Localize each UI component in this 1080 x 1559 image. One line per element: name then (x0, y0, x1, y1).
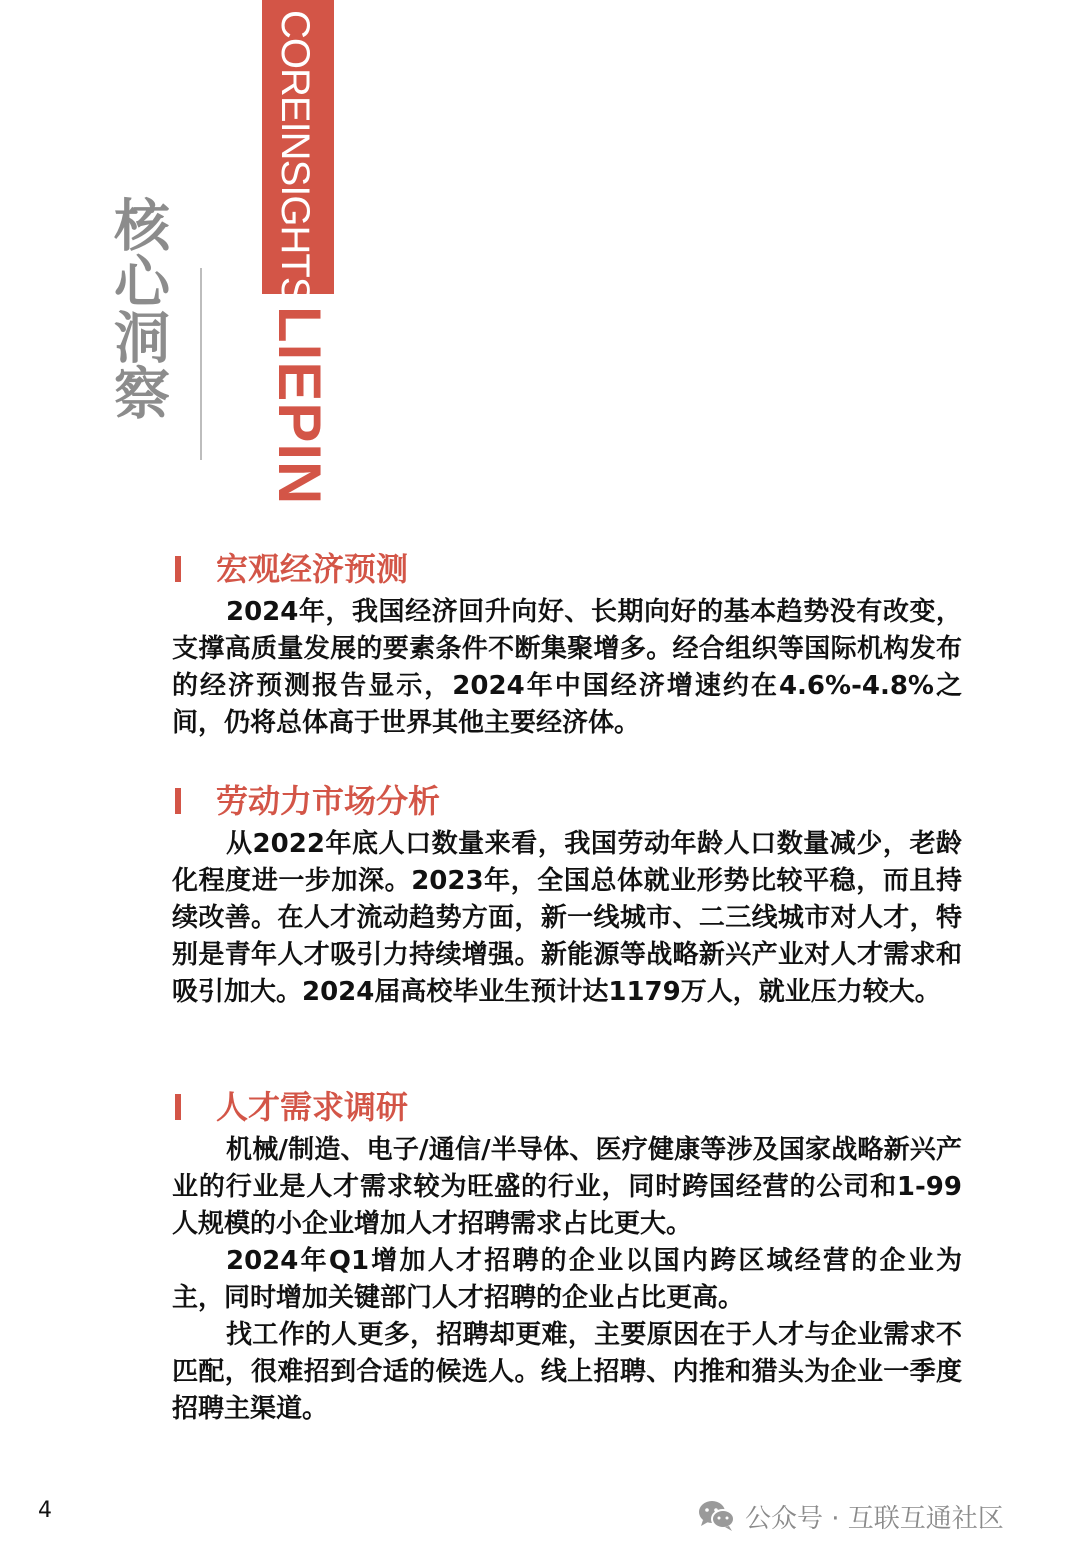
section-paragraph: 找工作的人更多，招聘却更难，主要原因在于人才与企业需求不匹配，很难招到合适的候选人。线上招聘、内推和猎头为企业一季度招聘主渠道。 (172, 1320, 962, 1424)
section-heading (172, 548, 962, 594)
heading-bar-icon (175, 788, 181, 814)
vertical-title: 核心洞察 (105, 196, 170, 420)
section-talent-demand (172, 1086, 962, 1428)
page-number: 4 (38, 1498, 52, 1523)
section-title: 劳动力市场分析 (216, 782, 441, 820)
divider-line (200, 268, 202, 460)
band-text: COREINSIGHTS (273, 10, 317, 303)
section-paragraph: 2024年Q1增加人才招聘的企业以国内跨区域经营的企业为主，同时增加关键部门人才招聘的企业占比更高。 (172, 1246, 962, 1313)
section-macro-economy (172, 548, 962, 742)
section-paragraph: 从2022年底人口数量来看，我国劳动年龄人口数量减少，老龄化程度进一步加深。2023年，全国总体就业形势比较平稳，而且持续改善。在人才流动趋势方面，新一线城市、二三线城市对人才，特别是青年人才吸引力持续增强。新能源等战略新兴产业对人才需求和吸引加大。2024届高校毕业生预计达1179万人，就业压力较大。 (172, 829, 962, 1007)
heading-bar-icon (175, 556, 181, 582)
brand-logo: LIEPIN (266, 306, 333, 506)
section-title: 人才需求调研 (216, 1088, 409, 1126)
wechat-icon (697, 1499, 737, 1533)
source-text: 公众号 · 互联互通社区 (745, 1503, 1004, 1534)
section-paragraph: 2024年，我国经济回升向好、长期向好的基本趋势没有改变，支撑高质量发展的要素条件不断集聚增多。经合组织等国际机构发布的经济预测报告显示，2024年中国经济增速约在4.6%-4.8%之间，仍将总体高于世界其他主要经济体。 (172, 597, 962, 738)
source-watermark (697, 1496, 1004, 1536)
section-heading (172, 1086, 962, 1132)
section-title: 宏观经济预测 (216, 550, 409, 588)
section-labor-market (172, 780, 962, 1011)
section-paragraph: 机械/制造、电子/通信/半导体、医疗健康等涉及国家战略新兴产业的行业是人才需求较为旺盛的行业，同时跨国经营的公司和1-99人规模的小企业增加人才招聘需求占比更大。 (172, 1135, 962, 1239)
section-heading (172, 780, 962, 826)
heading-bar-icon (175, 1094, 181, 1120)
